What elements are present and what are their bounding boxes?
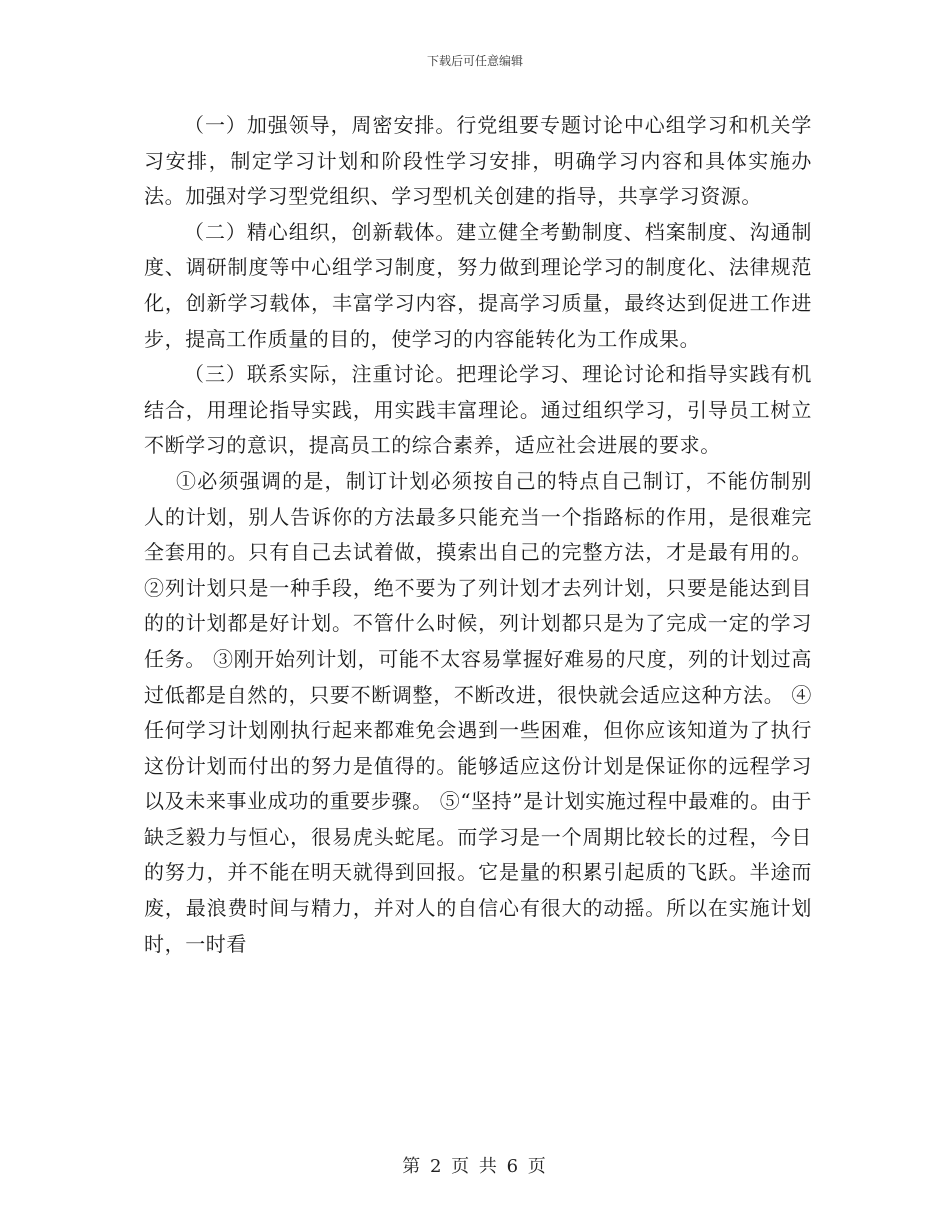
page-number-footer: 第 2 页 共 6 页 (402, 1156, 548, 1177)
paragraph-1: （一）加强领导，周密安排。行党组要专题讨论中心组学习和机关学习安排，制定学习计划和阶段性学习安排，明确学习内容和具体实施办法。加强对学习型党组织、学习型机关创建的指导，共享学习资源。 (144, 113, 812, 209)
paragraph-3: （三）联系实际，注重讨论。把理论学习、理论讨论和指导实践有机结合，用理论指导实践，用实践丰富理论。通过组织学习，引导员工树立不断学习的意识，提高员工的综合素养，适应社会进展的要求。 (144, 362, 812, 458)
page-header-note: 下载后可任意编辑 (426, 54, 523, 68)
document-body (144, 108, 812, 962)
paragraph-4: ①必须强调的是，制订计划必须按自己的特点自己制订，不能仿制别人的计划，别人告诉你的方法最多只能充当一个指路标的作用，是很难完全套用的。只有自己去试着做，摸索出自己的完整方法，才是最有用的。 ②列计划只是一种手段，绝不要为了列计划才去列计划，只要是能达到目的的计划都是好计划。不管什么时候，列计划都只是为了完成一定的学习任务。 ③刚开始列计划，可能不太容易掌握好难易的尺度，列的计划过高过低都是自然的，只要不断调整，不断改进，很快就会适应这种方法。 ④任何学习计划刚执行起来都难免会遇到一些困难，但你应该知道为了执行这份计划而付出的努力是值得的。能够适应这份计划是保证你的远程学习以及未来事业成功的重要步骤。 ⑤“坚持”是计划实施过程中最难的。由于缺乏毅力与恒心，很易虎头蛇尾。而学习是一个周期比较长的过程，今日的努力，并不能在明天就得到回报。它是量的积累引起质的飞跃。半途而废，最浪费时间与精力，并对人的自信心有很大的动摇。所以在实施计划时，一时看 (144, 468, 812, 956)
paragraph-2: （二）精心组织，创新载体。建立健全考勤制度、档案制度、沟通制度、调研制度等中心组学习制度，努力做到理论学习的制度化、法律规范化，创新学习载体，丰富学习内容，提高学习质量，最终达到促进工作进步，提高工作质量的目的，使学习的内容能转化为工作成果。 (144, 219, 812, 351)
